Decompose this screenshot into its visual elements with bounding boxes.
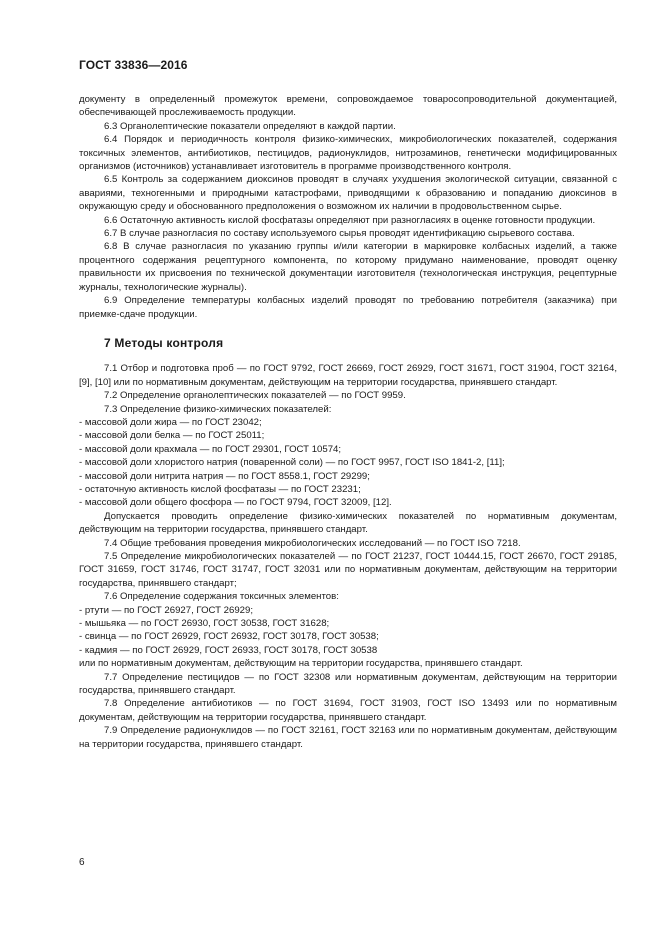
section-6-paragraphs [79, 93, 617, 321]
paragraph: - массовой доли белка — по ГОСТ 25011; [79, 430, 265, 442]
paragraph: 7.3 Определение физико-химических показателей: [104, 403, 332, 415]
paragraph: 7.9 Определение радионуклидов — по ГОСТ 32161, ГОСТ 32163 или по нормативным документам, действующим на территории государства, принявшего стандарт. [79, 725, 617, 750]
paragraph: - массовой доли общего фосфора — по ГОСТ 9794, ГОСТ 32009, [12]. [79, 497, 392, 509]
section-7-heading: 7 Методы контроля [104, 335, 224, 350]
paragraph: - массовой доли жира — по ГОСТ 23042; [79, 416, 262, 428]
paragraph: - кадмия — по ГОСТ 26929, ГОСТ 26933, ГОСТ 30178, ГОСТ 30538 [79, 644, 378, 656]
paragraph: 7.8 Определение антибиотиков — по ГОСТ 31694, ГОСТ 31903, ГОСТ ISO 13493 или по нормативным документам, действующим на территории государства, принявшего стандарт. [79, 698, 617, 723]
paragraph: 7.2 Определение органолептических показателей — по ГОСТ 9959. [104, 390, 406, 402]
paragraph: 6.7 В случае разногласия по составу используемого сырья проводят идентификацию сырьевого состава. [104, 228, 575, 240]
section-7-paragraphs [79, 362, 617, 751]
paragraph: 6.8 В случае разногласия по указанию группы и/или категории в маркировке колбасных изделий, а также процентного содержания рецептурного компонента, по которому придумано наименование, проводят оценку правильности их присвоения по технической документации изготовителя (технологическая инструкция, рецептурные журналы, технологические журналы). [79, 241, 617, 293]
paragraph: 7.1 Отбор и подготовка проб — по ГОСТ 9792, ГОСТ 26669, ГОСТ 26929, ГОСТ 31671, ГОСТ 31904, ГОСТ 32164, [9], [10] или по нормативным документам, действующим на территории государства, принявшего стандарт. [79, 363, 617, 388]
paragraph: 7.4 Общие требования проведения микробиологических исследований — по ГОСТ ISO 7218. [104, 537, 521, 549]
paragraph: или по нормативным документам, действующим на территории государства, принявшего стандарт. [79, 658, 523, 670]
paragraph: - массовой доли крахмала — по ГОСТ 29301, ГОСТ 10574; [79, 443, 342, 455]
paragraph: - остаточную активность кислой фосфатазы — по ГОСТ 23231; [79, 483, 361, 495]
paragraph: 6.5 Контроль за содержанием диоксинов проводят в случаях ухудшения экологической ситуации, связанной с авариями, техногенными и природными катастрофами, приводящими к образованию и попаданию диоксинов в окружающую среду и обоснованного предположения о возможном их наличии в продовольственном сырье. [79, 174, 617, 213]
paragraph: 7.7 Определение пестицидов — по ГОСТ 32308 или нормативным документам, действующим на территории государства, принявшего стандарт. [79, 671, 617, 697]
paragraph: 7.6 Определение содержания токсичных элементов: [104, 591, 339, 603]
paragraph: - мышьяка — по ГОСТ 26930, ГОСТ 30538, ГОСТ 31628; [79, 618, 330, 630]
paragraph: 6.9 Определение температуры колбасных изделий проводят по требованию потребителя (заказчика) при приемке-сдаче продукции. [79, 295, 617, 320]
page-number: 6 [79, 857, 85, 868]
page-body [79, 93, 617, 751]
paragraph: - массовой доли нитрита натрия — по ГОСТ 8558.1, ГОСТ 29299; [79, 470, 370, 482]
paragraph: 7.5 Определение микробиологических показателей — по ГОСТ 21237, ГОСТ 10444.15, ГОСТ 26670, ГОСТ 29185, ГОСТ 31659, ГОСТ 31746, ГОСТ 31747, ГОСТ 32031 или по нормативным документам, действующим на территории государства, принявшего стандарт; [79, 551, 617, 589]
paragraph: - массовой доли хлористого натрия (поваренной соли) — по ГОСТ 9957, ГОСТ ISO 1841-2, [11]; [79, 457, 505, 469]
paragraph: 6.6 Остаточную активность кислой фосфатазы определяют при разногласиях в оценке готовности продукции. [104, 214, 596, 226]
paragraph: - свинца — по ГОСТ 26929, ГОСТ 26932, ГОСТ 30178, ГОСТ 30538; [79, 631, 379, 643]
document-code-header: ГОСТ 33836—2016 [79, 58, 188, 72]
paragraph: - ртути — по ГОСТ 26927, ГОСТ 26929; [79, 604, 254, 616]
paragraph: 6.3 Органолептические показатели определяют в каждой партии. [104, 120, 396, 132]
paragraph: документу в определенный промежуток времени, сопровождаемое товаросопроводительной документацией, обеспечивающей прослеживаемость продукции. [79, 94, 617, 119]
paragraph: Допускается проводить определение физико-химических показателей по нормативным документам, действующим на территории государства, принявшего стандарт. [79, 510, 617, 536]
paragraph: 6.4 Порядок и периодичность контроля физико-химических, микробиологических показателей, содержания токсичных элементов, антибиотиков, пестицидов, радионуклидов, нитрозаминов, генетически модифицированных организмов (источников) устанавливает изготовитель в программе производственного контроля. [79, 134, 617, 173]
